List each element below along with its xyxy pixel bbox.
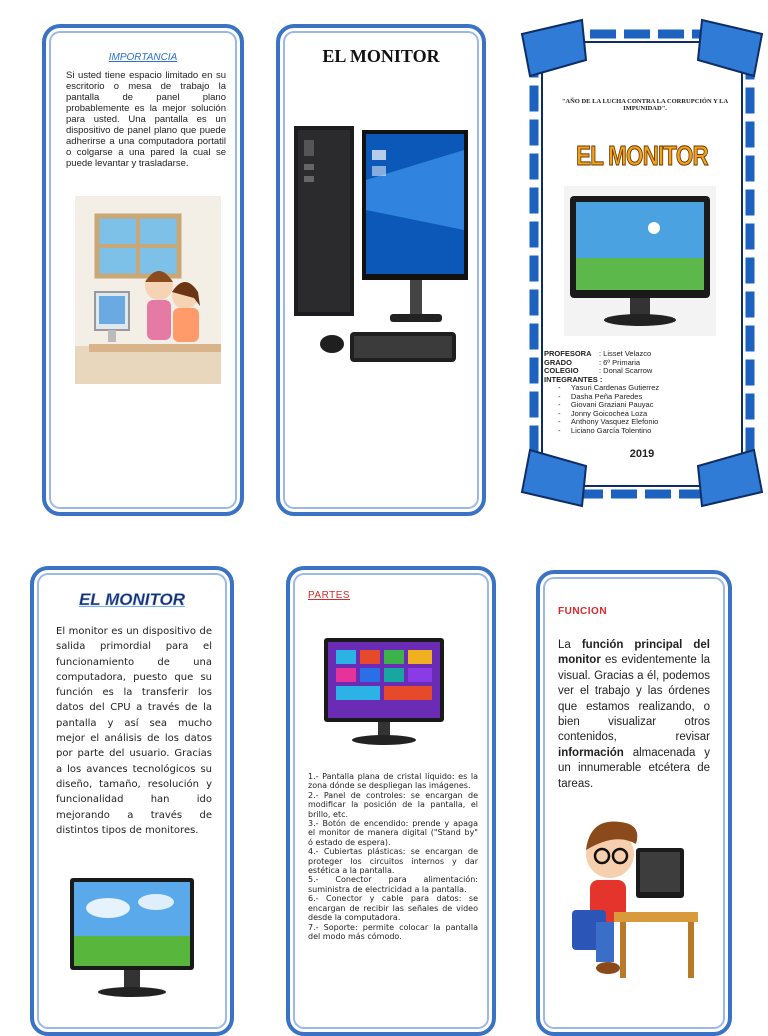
member-item: - Yasuri Cardenas Gutierrez <box>558 383 660 392</box>
cover-monitor-illustration <box>564 186 716 336</box>
funcion-text-part: almacenada y un innumerable etcétera de tareas. <box>558 746 710 790</box>
cover-motto: "AÑO DE LA LUCHA CONTRA LA CORRUPCIÓN Y LA IMPUNIDAD". <box>561 98 729 112</box>
partes-item: 4.- Cubiertas plásticas: se encargan de proteger los circuitos internos y dar estética a la pantalla. <box>308 847 478 876</box>
panel-importancia <box>42 24 244 516</box>
monitor-photo <box>68 872 196 1002</box>
partes-item: 1.- Pantalla plana de cristal líquido: es la zona dónde se despliegan las imágenes. <box>308 772 478 791</box>
partes-item: 7.- Soporte: permite colocar la pantalla del modo más cómodo. <box>308 922 478 941</box>
colegio-label: COLEGIO <box>544 366 579 375</box>
member-item: - Liciano García Tolentino <box>558 425 652 435</box>
profesora-label: PROFESORA <box>544 349 592 358</box>
kids-computer-illustration <box>75 196 221 384</box>
pc-panel-title: EL MONITOR <box>322 46 440 66</box>
partes-item: 3.- Botón de encendido: prende y apaga el monitor de manera digital ("Stand by" ó estado de espera). <box>308 819 478 847</box>
desktop-computer-illustration <box>292 120 472 390</box>
description-title: EL MONITOR <box>78 590 186 609</box>
profesora-value: : Lisset Velazco <box>599 349 652 358</box>
funcion-bold-part: función principal del monitor <box>558 639 710 667</box>
panel-funcion <box>536 570 732 1036</box>
panel-pc <box>276 24 486 516</box>
funcion-text <box>558 638 710 792</box>
member-item: - Dasha Peña Paredes <box>558 391 643 401</box>
importancia-text: Si usted tiene espacio limitado en su escritorio o mesa de trabajo la pantalla de panel plano probablemente es la mejor solución para usted. Una pantalla es un dispositivo de panel plano que puede adherirse a una computadora portatil o colgarse a una pared la cual se puede levantar y trasladarse. <box>66 70 226 169</box>
member-item: - Anthony Vasquez Elefonio <box>558 417 659 426</box>
partes-item: 5.- Conector para alimentación: suministra de electricidad a la pantalla. <box>308 875 478 894</box>
grado-label: GRADO <box>544 357 572 367</box>
integrantes-label: INTEGRANTES <box>544 374 598 384</box>
member-item: - Jonny Goicochea Loza <box>558 408 648 418</box>
colegio-value: : Donal Scarrow <box>599 366 653 375</box>
description-text: El monitor es un dispositivo de salida primordial para el funcionamiento de una computadora, puesto que su función es la transferir los datos del CPU a través de la pantalla y así sea mucho mejor el análisis de los datos por parte del usuario. Gracias a los avances tecnológicos su diseño, tamaño, resolución y funcionalidad han ido mejorando a través de distintos tipos de monitores. <box>56 626 212 836</box>
profesora-row <box>544 350 744 359</box>
importancia-heading: IMPORTANCIA <box>108 52 178 63</box>
partes-heading: PARTES <box>308 590 351 601</box>
cover-info-block <box>544 350 744 435</box>
funcion-text-part: La <box>558 639 582 651</box>
funcion-bold-part: información <box>558 746 624 759</box>
partes-list <box>308 772 478 941</box>
cover-year: 2019 <box>629 448 655 460</box>
panel-partes <box>286 566 496 1036</box>
member-item: - Giovani Graziani Pauyac <box>558 400 654 409</box>
panel-cover <box>520 14 764 512</box>
funcion-text-part: es evidentemente la visual. Gracias a él, podemos ver el trabajo y las órdenes que estamos realizando, o bien visualizar otros contenidos, revisar <box>558 654 710 744</box>
partes-item: 2.- Panel de controles: se encargan de modificar la posición de la pantalla, el brillo, etc. <box>308 790 478 819</box>
funcion-heading: FUNCION <box>558 606 608 617</box>
integrantes-colon: : <box>599 374 603 384</box>
panel-description <box>30 566 234 1036</box>
members-list <box>544 384 744 435</box>
cover-title: EL MONITOR <box>576 140 708 171</box>
partes-monitor-illustration <box>322 636 446 748</box>
boy-computer-illustration <box>560 810 700 986</box>
grado-value: : 6º Primaria <box>599 357 641 367</box>
partes-item: 6.- Conector y cable para datos: se encargan de recibir las señales de video desde la computadora. <box>308 894 478 923</box>
